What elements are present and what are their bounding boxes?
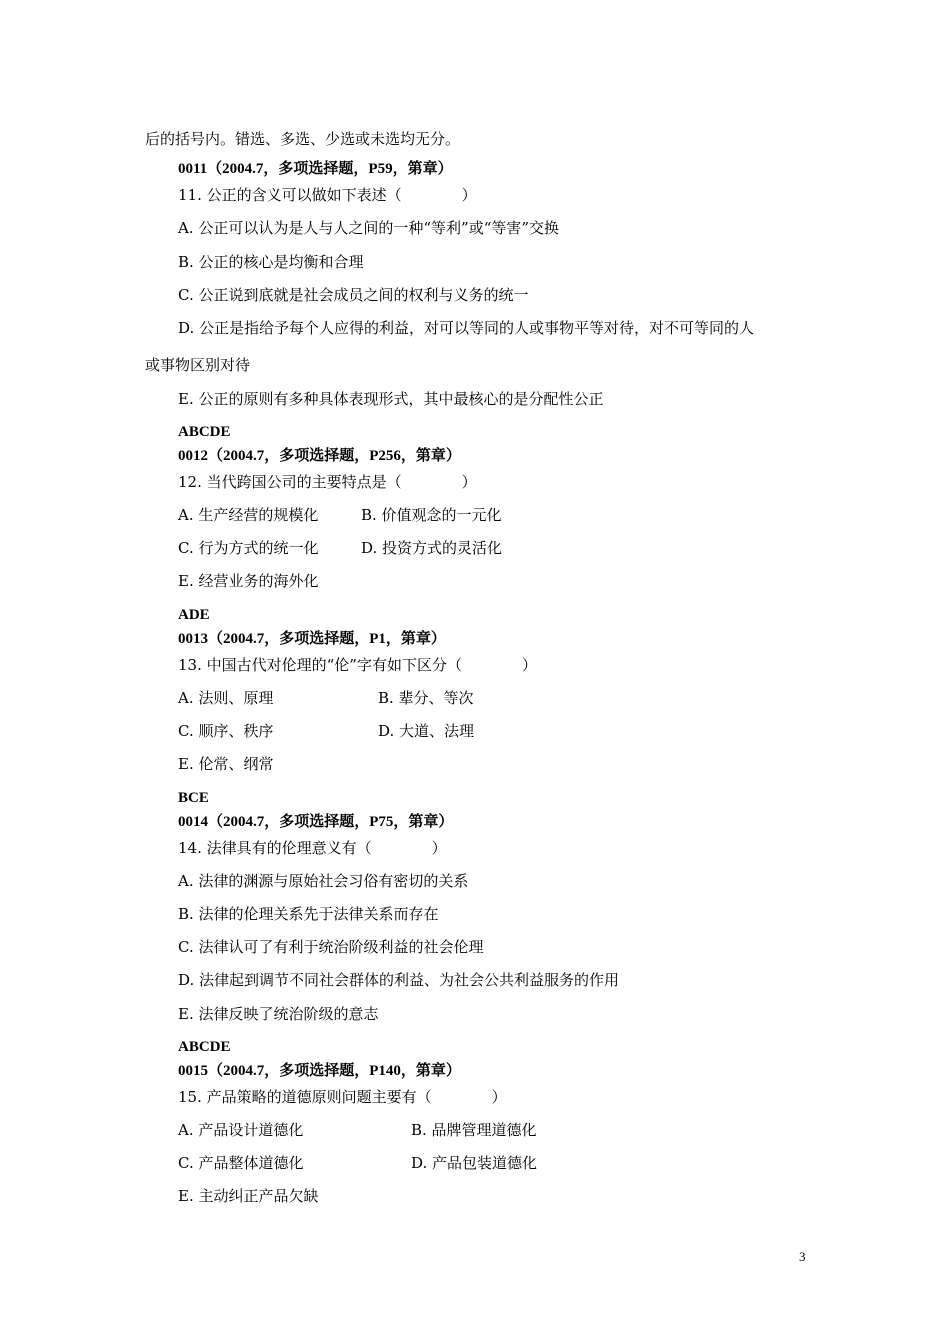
option-d-continued: 或事物区别对待 (145, 356, 251, 374)
option-b: B. 品牌管理道德化 (411, 1121, 537, 1139)
question-stem: 13. 中国古代对伦理的“伦”字有如下区分（ ） (178, 656, 537, 674)
option-d: D. 大道、法理 (378, 722, 475, 740)
intro-text: 后的括号内。错选、多选、少选或未选均无分。 (145, 130, 461, 148)
question-stem: 14. 法律具有的伦理意义有（ ） (178, 839, 447, 857)
answer: BCE (178, 790, 209, 806)
option-b: B. 价值观念的一元化 (361, 506, 502, 524)
option-a: A. 法则、原理 (178, 689, 274, 707)
option-c: C. 法律认可了有利于统治阶级利益的社会伦理 (178, 938, 484, 956)
option-c: C. 行为方式的统一化 (178, 539, 319, 557)
option-d: D. 法律起到调节不同社会群体的利益、为社会公共利益服务的作用 (178, 971, 620, 989)
option-a: A. 公正可以认为是人与人之间的一种“等利”或“等害”交换 (178, 219, 560, 237)
question-stem: 15. 产品策略的道德原则问题主要有（ ） (178, 1088, 507, 1106)
question-header: 0013（2004.7，多项选择题，P1，第章） (178, 631, 446, 647)
option-a: A. 生产经营的规模化 (178, 506, 319, 524)
option-a: A. 法律的渊源与原始社会习俗有密切的关系 (178, 872, 469, 890)
option-b: B. 法律的伦理关系先于法律关系而存在 (178, 905, 439, 923)
page-number: 3 (799, 1249, 806, 1264)
question-header: 0014（2004.7，多项选择题，P75，第章） (178, 814, 454, 830)
option-b: B. 公正的核心是均衡和合理 (178, 253, 364, 271)
option-d: D. 产品包装道德化 (411, 1154, 538, 1172)
question-header: 0015（2004.7，多项选择题，P140，第章） (178, 1063, 461, 1079)
answer: ADE (178, 607, 210, 623)
option-d: D. 投资方式的灵活化 (361, 539, 503, 557)
question-header: 0012（2004.7，多项选择题，P256，第章） (178, 448, 461, 464)
option-c: C. 公正说到底就是社会成员之间的权利与义务的统一 (178, 286, 529, 304)
option-c: C. 顺序、秩序 (178, 722, 274, 740)
option-c: C. 产品整体道德化 (178, 1154, 304, 1172)
option-a: A. 产品设计道德化 (178, 1121, 304, 1139)
question-stem: 12. 当代跨国公司的主要特点是（ ） (178, 473, 477, 491)
question-header: 0011（2004.7，多项选择题，P59，第章） (178, 161, 453, 177)
option-e: E. 法律反映了统治阶级的意志 (178, 1005, 379, 1023)
option-e: E. 主动纠正产品欠缺 (178, 1187, 319, 1205)
option-b: B. 辈分、等次 (378, 689, 474, 707)
answer: ABCDE (178, 1039, 231, 1055)
option-e: E. 经营业务的海外化 (178, 572, 319, 590)
question-stem: 11. 公正的含义可以做如下表述（ ） (178, 186, 477, 204)
option-e: E. 公正的原则有多种具体表现形式，其中最核心的是分配性公正 (178, 390, 604, 408)
answer: ABCDE (178, 424, 231, 440)
option-e: E. 伦常、纲常 (178, 755, 274, 773)
option-d: D. 公正是指给予每个人应得的利益，对可以等同的人或事物平等对待，对不可等同的人 (178, 319, 755, 337)
